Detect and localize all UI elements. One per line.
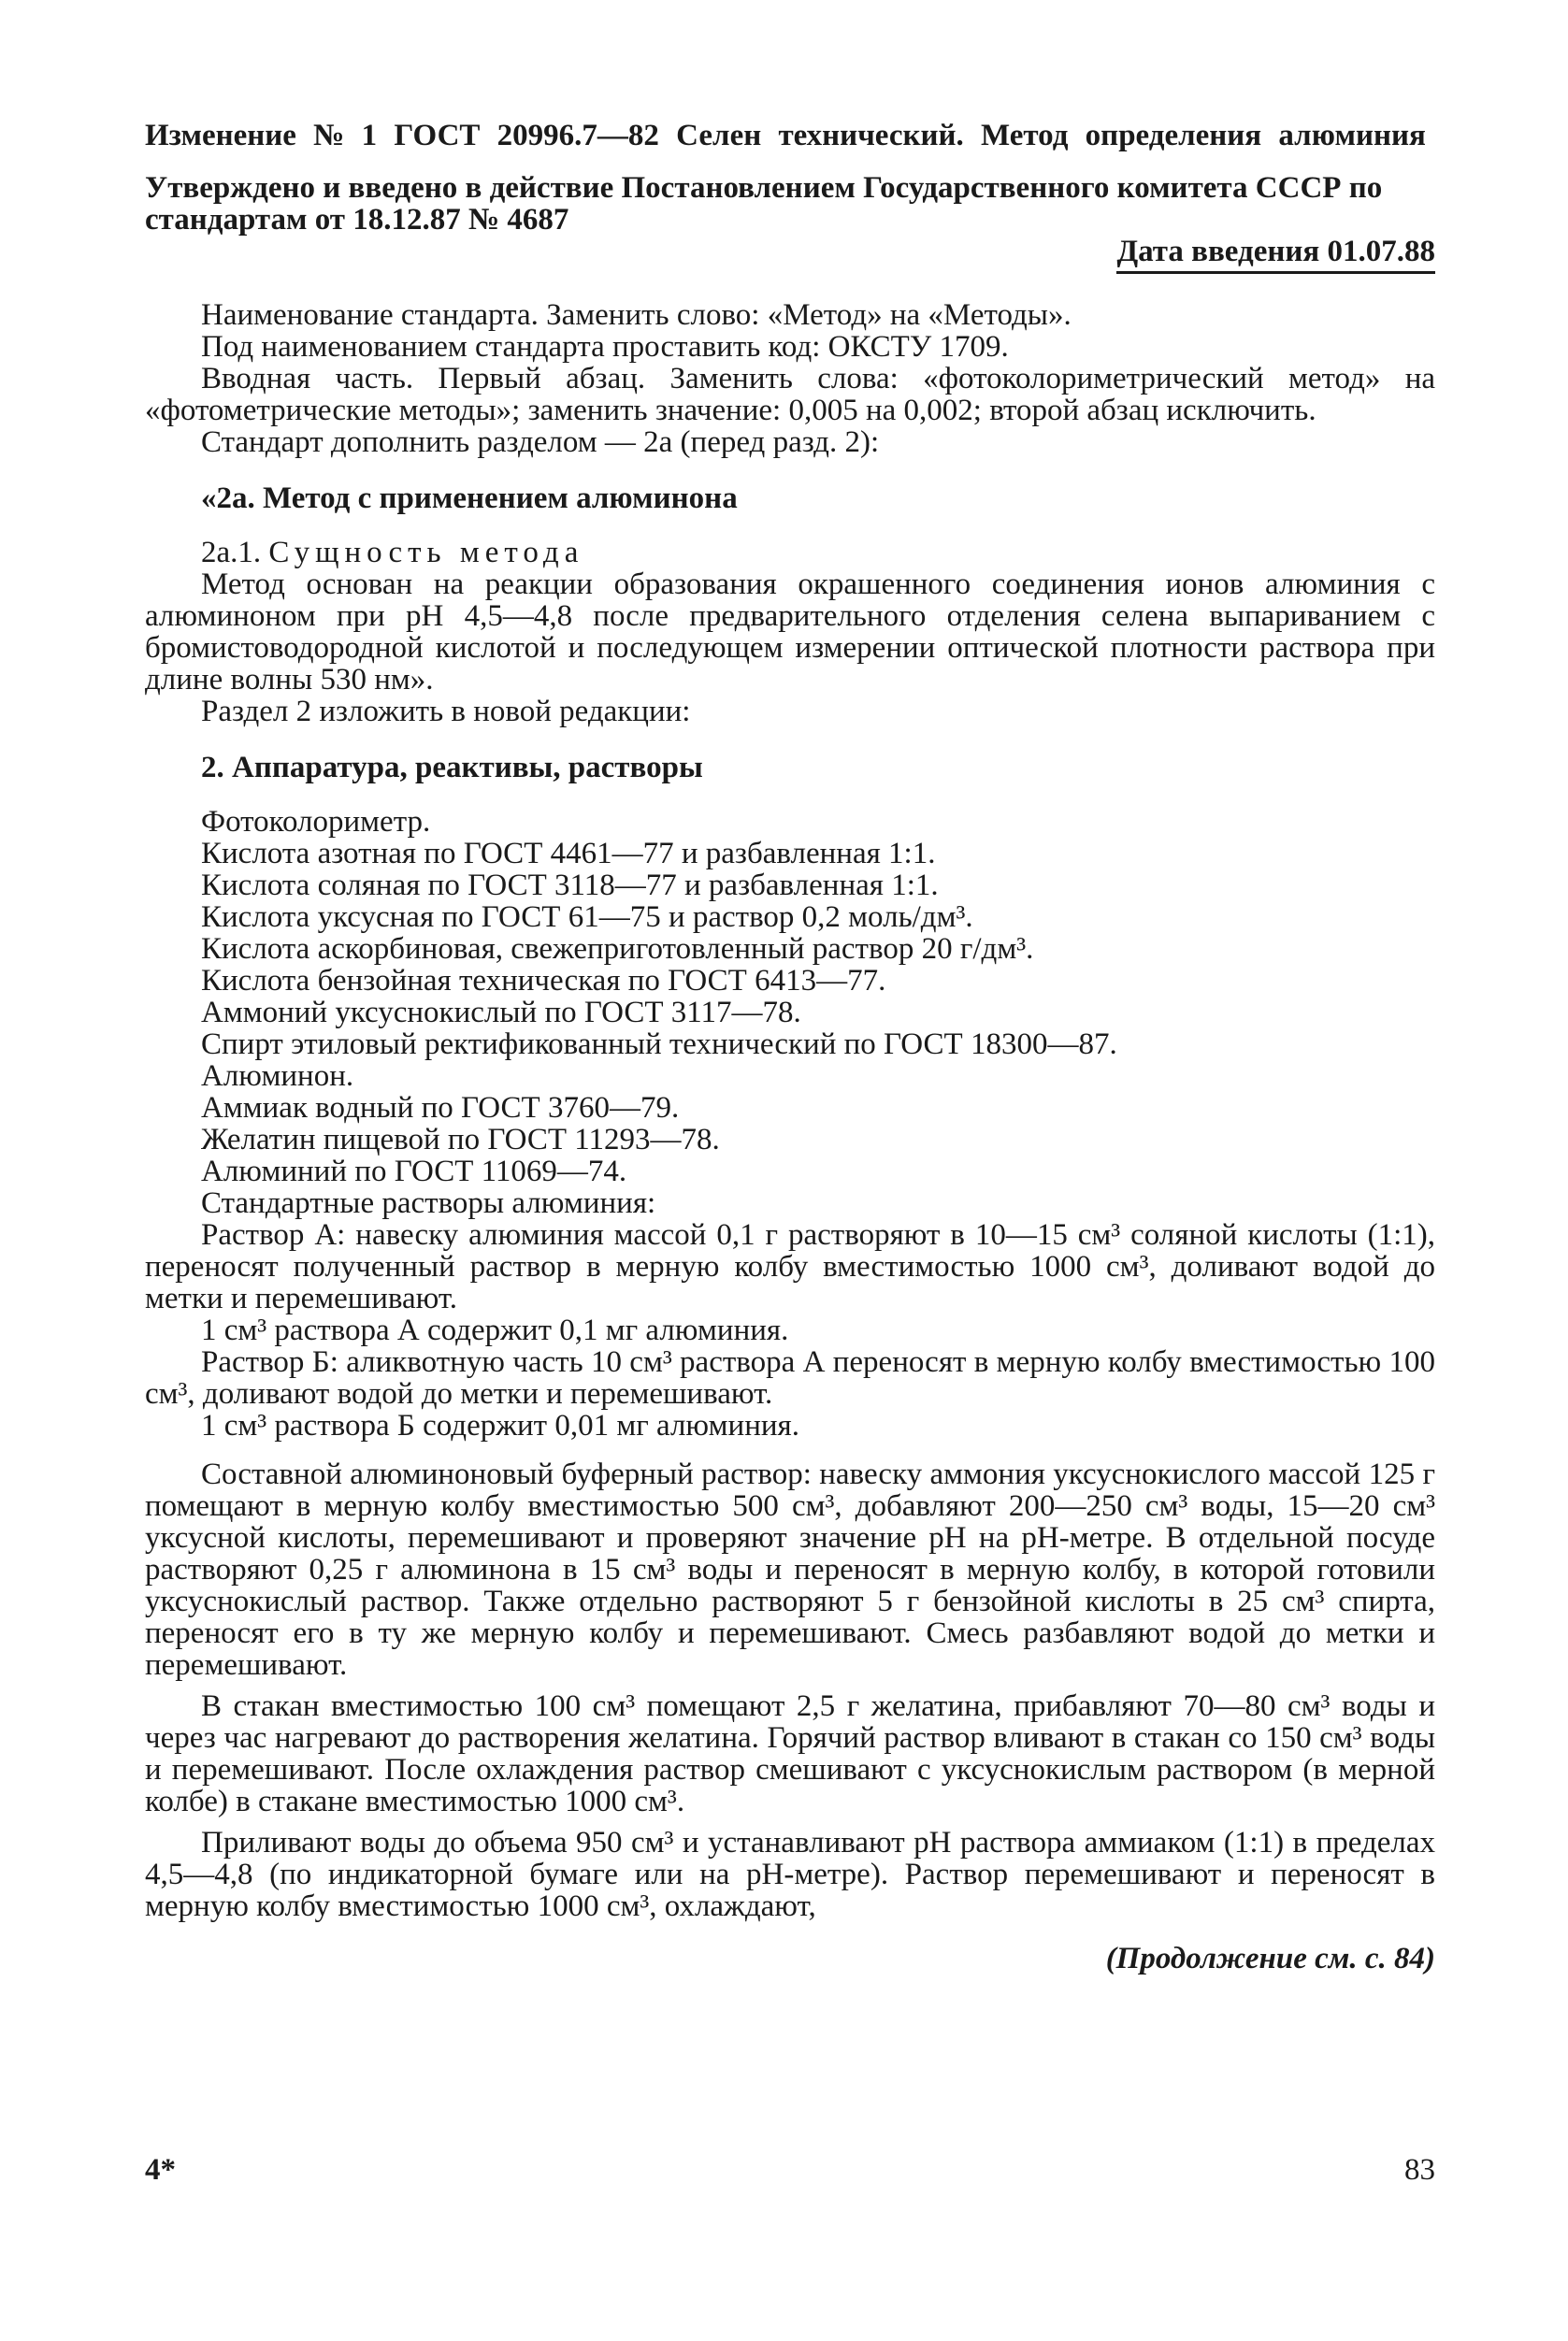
list-item: Аммиак водный по ГОСТ 3760—79. [201, 1091, 680, 1125]
paragraph: Стандарт дополнить разделом — 2а (перед разд. 2): [201, 425, 880, 459]
section-heading-2: 2. Аппаратура, реактивы, растворы [201, 751, 703, 784]
list-item: Кислота бензойная техническая по ГОСТ 6413—77. [201, 964, 886, 998]
list-item: Алюминон. [201, 1059, 354, 1093]
list-item: Стандартные растворы алюминия: [201, 1186, 656, 1220]
list-item: Желатин пищевой по ГОСТ 11293—78. [201, 1123, 720, 1156]
paragraph: Составной алюминоновый буферный раствор: навеску аммония уксуснокислого массой 125 г помещают в мерную колбу вместимостью 500 см³, добавляют 200—250 см³ воды, 15—20 см³ уксусной кислоты, перемешивают и проверяют значение pH на pH-метре. В отдельной посуде растворяют 0,25 г алюминона в 15 см³ воды и переносят в мерную колбу, в которой готовили уксуснокислый раствор. Также отдельно растворяют 5 г бензойной кислоты в 25 см³ спирта, переносят его в ту же мерную колбу и перемешивают. Смесь разбавляют водой до метки и перемешивают. [145, 1458, 1435, 1682]
document-title: Изменение № 1 ГОСТ 20996.7—82 Селен технический. Метод определения алюминия [145, 119, 1426, 152]
page-number: 83 [1404, 2153, 1435, 2187]
subsection-number: 2а.1. [201, 536, 262, 569]
list-item: Кислота соляная по ГОСТ 3118—77 и разбавленная 1:1. [201, 869, 939, 902]
paragraph: Раствор А: навеску алюминия массой 0,1 г растворяют в 10—15 см³ соляной кислоты (1:1), переносят полученный раствор в мерную колбу вместимостью 1000 см³, доливают водой до метки и перемешивают. [145, 1218, 1435, 1315]
list-item: Фотоколориметр. [201, 805, 431, 839]
paragraph: Наименование стандарта. Заменить слово: «Метод» на «Методы». [201, 298, 1072, 332]
list-item: Кислота азотная по ГОСТ 4461—77 и разбавленная 1:1. [201, 837, 936, 870]
paragraph: 1 см³ раствора А содержит 0,1 мг алюминия. [201, 1314, 789, 1347]
list-item: Спирт этиловый ректификованный технический по ГОСТ 18300—87. [201, 1027, 1117, 1061]
approval-note: Утверждено и введено в действие Постановлением Государственного комитета СССР по стандартам от 18.12.87 № 4687 [145, 171, 1383, 237]
paragraph: Метод основан на реакции образования окрашенного соединения ионов алюминия с алюминоном при pH 4,5—4,8 после предварительного отделения селена выпариванием с бромистоводородной кислотой и последующем измерении оптической плотности раствора при длине волны 530 нм». [145, 567, 1435, 697]
paragraph: В стакан вместимостью 100 см³ помещают 2,5 г желатина, прибавляют 70—80 см³ воды и через час нагревают до растворения желатина. Горячий раствор вливают в стакан со 150 см³ воды и перемешивают. После охлаждения раствор смешивают с уксуснокислым раствором (в мерной колбе) в стакане вместимостью 1000 см³. [145, 1689, 1435, 1818]
paragraph: Под наименованием стандарта проставить код: ОКСТУ 1709. [201, 330, 1009, 364]
continued-note: (Продолжение см. с. 84) [1105, 1942, 1435, 1975]
page-footer [145, 2154, 1435, 2186]
section-heading-2a: «2а. Метод с применением алюминона [201, 481, 738, 515]
paragraph: Вводная часть. Первый абзац. Заменить слова: «фотоколориметрический метод» на «фотометрические методы»; заменить значение: 0,005 на 0,002; второй абзац исключить. [145, 362, 1435, 427]
effective-date [145, 236, 1435, 267]
paragraph: 1 см³ раствора Б содержит 0,01 мг алюминия. [201, 1409, 799, 1443]
document-page [145, 120, 1435, 1975]
effective-date-text: Дата введения 01.07.88 [1116, 235, 1435, 274]
reagent-list [145, 806, 1435, 1219]
signature-mark: 4* [145, 2153, 176, 2187]
paragraph: Приливают воды до объема 950 см³ и устанавливают pH раствора аммиаком (1:1) в пределах 4,5—4,8 (по индикаторной бумаге или на pH-метре). Раствор перемешивают и переносят в мерную колбу вместимостью 1000 см³, охлаждают, [145, 1826, 1435, 1923]
subsection-label: Сущность метода [268, 536, 584, 569]
list-item: Аммоний уксуснокислый по ГОСТ 3117—78. [201, 996, 801, 1029]
paragraph: Раствор Б: аликвотную часть 10 см³ раствора А переносят в мерную колбу вместимостью 100 см³, доливают водой до метки и перемешивают. [145, 1345, 1435, 1411]
list-item: Кислота аскорбиновая, свежеприготовленный раствор 20 г/дм³. [201, 932, 1034, 966]
list-item: Алюминий по ГОСТ 11069—74. [201, 1155, 627, 1188]
paragraph: Раздел 2 изложить в новой редакции: [201, 695, 691, 728]
subsection-heading-2a1 [145, 537, 1435, 568]
list-item: Кислота уксусная по ГОСТ 61—75 и раствор 0,2 моль/дм³. [201, 900, 973, 934]
